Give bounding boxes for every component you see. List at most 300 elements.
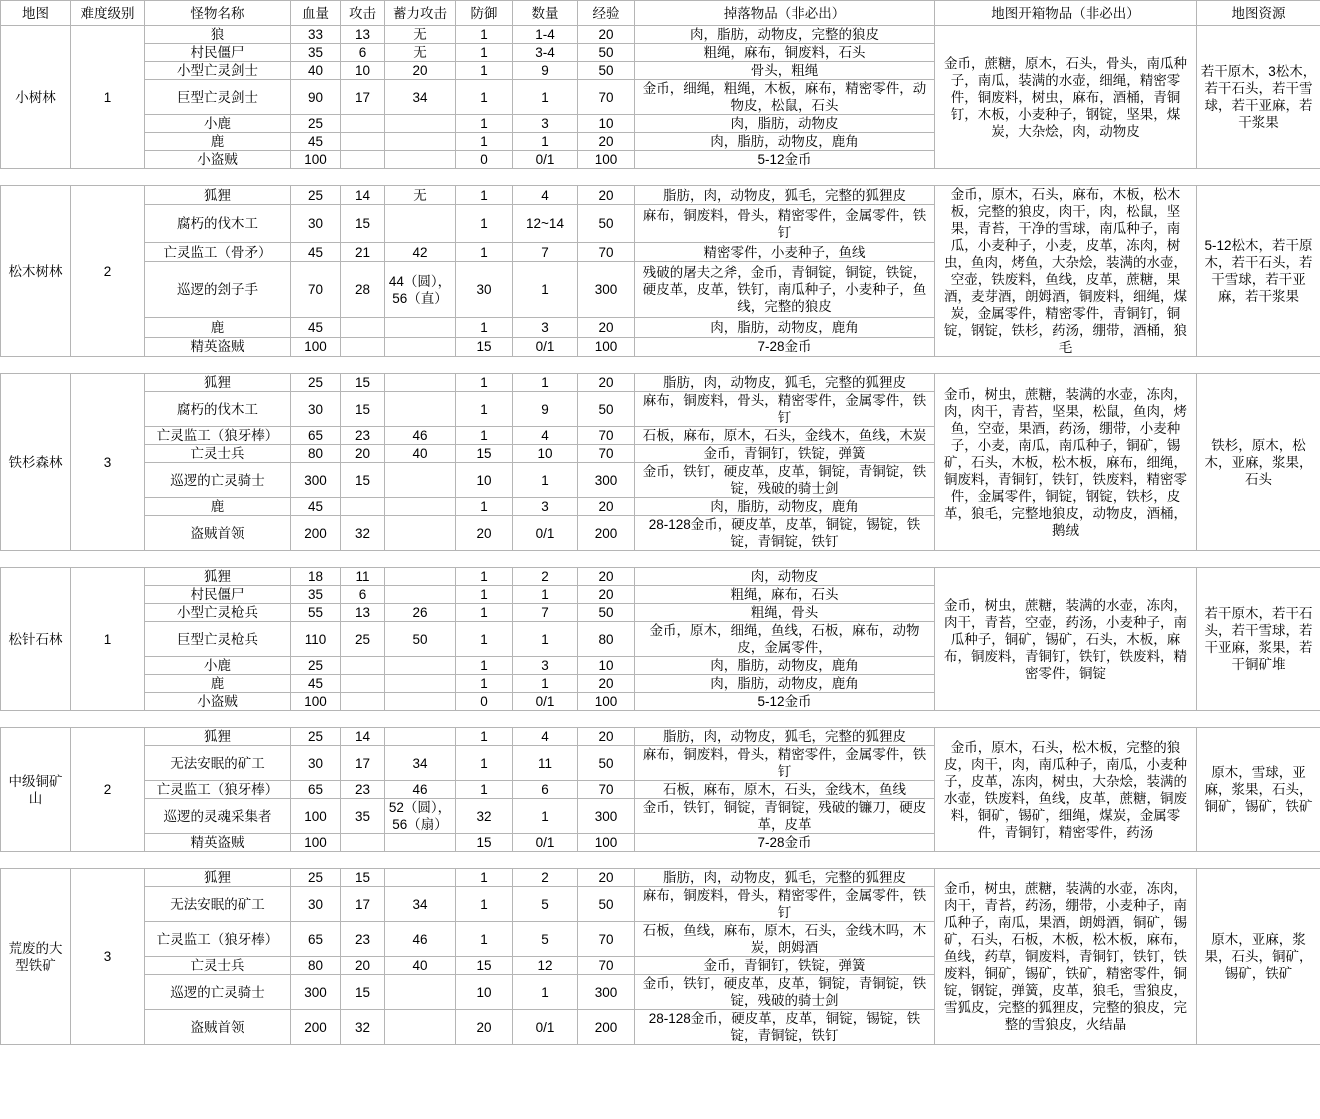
attack-cell: 13 xyxy=(341,604,385,622)
difficulty-cell: 1 xyxy=(71,568,145,711)
count-cell: 0/1 xyxy=(513,516,578,551)
hp-cell: 25 xyxy=(291,186,341,205)
map-name-cell: 中级铜矿山 xyxy=(1,728,71,852)
col-header-resources: 地图资源 xyxy=(1197,1,1320,26)
exp-cell: 20 xyxy=(578,26,635,44)
drops-cell: 7-28金币 xyxy=(635,834,935,852)
drops-cell: 金币，细绳，粗绳，木板，麻布，精密零件，动物皮，松鼠，石头 xyxy=(635,80,935,115)
attack-cell: 17 xyxy=(341,887,385,922)
charge-attack-cell: 34 xyxy=(385,80,456,115)
monster-name-cell: 巡逻的亡灵骑士 xyxy=(145,975,291,1010)
count-cell: 0/1 xyxy=(513,337,578,356)
count-cell: 1 xyxy=(513,622,578,657)
count-cell: 3 xyxy=(513,318,578,337)
defense-cell: 1 xyxy=(456,133,513,151)
count-cell: 1 xyxy=(513,586,578,604)
charge-attack-cell: 44（圆），56（直） xyxy=(385,262,456,318)
monster-name-cell: 亡灵监工（骨矛） xyxy=(145,242,291,261)
count-cell: 1 xyxy=(513,80,578,115)
exp-cell: 300 xyxy=(578,262,635,318)
defense-cell: 1 xyxy=(456,205,513,243)
hp-cell: 100 xyxy=(291,693,341,711)
chest-items-cell: 金币，树虫，蔗糖，装满的水壶，冻肉，肉，肉干，青苔，坚果，松鼠，鱼肉，烤鱼，空壶，果酒，药汤，绷带，小麦种子，小麦，南瓜，南瓜种子，铜矿，锡矿，石头，木板，松木板，麻布，细绳，铜废料，青铜钉，铁钉，铁废料，精密零件，金属零件，铜锭，钢锭，铁杉，皮革，狼毛，完整地狼皮，动物皮，酒桶，鹅绒 xyxy=(935,374,1197,551)
exp-cell: 50 xyxy=(578,604,635,622)
defense-cell: 20 xyxy=(456,516,513,551)
col-header-exp: 经验 xyxy=(578,1,635,26)
charge-attack-cell xyxy=(385,975,456,1010)
attack-cell: 23 xyxy=(341,922,385,957)
drops-cell: 粗绳，骨头 xyxy=(635,604,935,622)
charge-attack-cell: 无 xyxy=(385,44,456,62)
monster-name-cell: 亡灵士兵 xyxy=(145,957,291,975)
count-cell: 7 xyxy=(513,242,578,261)
attack-cell: 35 xyxy=(341,799,385,834)
attack-cell xyxy=(341,498,385,516)
drops-cell: 金币，青铜钉，铁锭，弹簧 xyxy=(635,957,935,975)
monster-name-cell: 亡灵监工（狼牙棒） xyxy=(145,427,291,445)
monster-name-cell: 狐狸 xyxy=(145,728,291,746)
resources-cell: 铁杉，原木，松木，亚麻，浆果，石头 xyxy=(1197,374,1320,551)
drops-cell: 金币，原木，细绳，鱼线，石板，麻布，动物皮，金属零件， xyxy=(635,622,935,657)
charge-attack-cell xyxy=(385,463,456,498)
exp-cell: 100 xyxy=(578,337,635,356)
hp-cell: 40 xyxy=(291,62,341,80)
exp-cell: 100 xyxy=(578,693,635,711)
charge-attack-cell xyxy=(385,151,456,169)
attack-cell xyxy=(341,151,385,169)
count-cell: 9 xyxy=(513,392,578,427)
drops-cell: 肉，脂肪，动物皮，鹿角 xyxy=(635,318,935,337)
defense-cell: 1 xyxy=(456,657,513,675)
count-cell: 4 xyxy=(513,728,578,746)
header-table xyxy=(0,0,1320,26)
exp-cell: 70 xyxy=(578,922,635,957)
monster-name-cell: 小盗贼 xyxy=(145,693,291,711)
hp-cell: 25 xyxy=(291,728,341,746)
attack-cell: 17 xyxy=(341,80,385,115)
charge-attack-cell: 40 xyxy=(385,445,456,463)
charge-attack-cell: 无 xyxy=(385,186,456,205)
charge-attack-cell xyxy=(385,675,456,693)
map-section-table xyxy=(0,373,1320,551)
monster-name-cell: 亡灵监工（狼牙棒） xyxy=(145,781,291,799)
hp-cell: 25 xyxy=(291,869,341,887)
charge-attack-cell: 26 xyxy=(385,604,456,622)
hp-cell: 100 xyxy=(291,337,341,356)
defense-cell: 15 xyxy=(456,337,513,356)
hp-cell: 100 xyxy=(291,834,341,852)
map-name-cell: 小树林 xyxy=(1,26,71,169)
count-cell: 1 xyxy=(513,133,578,151)
difficulty-cell: 3 xyxy=(71,374,145,551)
count-cell: 2 xyxy=(513,568,578,586)
hp-cell: 65 xyxy=(291,922,341,957)
exp-cell: 20 xyxy=(578,318,635,337)
hp-cell: 35 xyxy=(291,586,341,604)
count-cell: 1 xyxy=(513,374,578,392)
charge-attack-cell xyxy=(385,568,456,586)
drops-cell: 肉，动物皮 xyxy=(635,568,935,586)
charge-attack-cell xyxy=(385,834,456,852)
monster-row xyxy=(1,869,1320,887)
defense-cell: 1 xyxy=(456,869,513,887)
defense-cell: 1 xyxy=(456,374,513,392)
attack-cell: 10 xyxy=(341,62,385,80)
monster-row xyxy=(1,374,1320,392)
charge-attack-cell: 无 xyxy=(385,26,456,44)
exp-cell: 10 xyxy=(578,657,635,675)
exp-cell: 70 xyxy=(578,957,635,975)
sections-container xyxy=(0,25,1320,1045)
count-cell: 0/1 xyxy=(513,151,578,169)
count-cell: 1 xyxy=(513,975,578,1010)
col-header-difficulty: 难度级别 xyxy=(71,1,145,26)
exp-cell: 50 xyxy=(578,746,635,781)
count-cell: 1 xyxy=(513,463,578,498)
monster-name-cell: 巨型亡灵剑士 xyxy=(145,80,291,115)
monster-name-cell: 腐朽的伐木工 xyxy=(145,392,291,427)
charge-attack-cell xyxy=(385,318,456,337)
count-cell: 1 xyxy=(513,799,578,834)
attack-cell: 20 xyxy=(341,445,385,463)
count-cell: 3-4 xyxy=(513,44,578,62)
defense-cell: 1 xyxy=(456,498,513,516)
charge-attack-cell xyxy=(385,869,456,887)
defense-cell: 1 xyxy=(456,746,513,781)
attack-cell: 15 xyxy=(341,392,385,427)
drops-cell: 肉，脂肪，动物皮，鹿角 xyxy=(635,498,935,516)
col-header-map: 地图 xyxy=(1,1,71,26)
chest-items-cell: 金币，树虫，蔗糖，装满的水壶，冻肉，肉干，青苔，药汤，绷带，小麦种子，南瓜种子，南瓜，果酒，朗姆酒，铜矿，锡矿，石头，石板，木板，松木板，麻布，鱼线，药草，铜废料，青铜钉，铁钉，铁废料，铜矿，锡矿，铁矿，精密零件，铜锭，钢锭，弹簧，皮革，狼毛，雪狼皮，雪狐皮，完整的狐狸皮，完整的狼皮，完整的雪狼皮，火结晶 xyxy=(935,869,1197,1045)
difficulty-cell: 1 xyxy=(71,26,145,169)
hp-cell: 45 xyxy=(291,133,341,151)
hp-cell: 25 xyxy=(291,374,341,392)
defense-cell: 1 xyxy=(456,922,513,957)
attack-cell xyxy=(341,133,385,151)
header-row xyxy=(1,1,1320,26)
defense-cell: 15 xyxy=(456,834,513,852)
drops-cell: 粗绳，麻布，铜废料，石头 xyxy=(635,44,935,62)
charge-attack-cell: 46 xyxy=(385,427,456,445)
exp-cell: 300 xyxy=(578,799,635,834)
defense-cell: 1 xyxy=(456,427,513,445)
defense-cell: 1 xyxy=(456,728,513,746)
difficulty-cell: 2 xyxy=(71,186,145,357)
defense-cell: 1 xyxy=(456,26,513,44)
drops-cell: 精密零件，小麦种子，鱼线 xyxy=(635,242,935,261)
monster-name-cell: 小鹿 xyxy=(145,657,291,675)
attack-cell: 17 xyxy=(341,746,385,781)
monster-name-cell: 小型亡灵枪兵 xyxy=(145,604,291,622)
drops-cell: 石板，麻布，原木，石头，金线木，鱼线 xyxy=(635,781,935,799)
charge-attack-cell xyxy=(385,115,456,133)
charge-attack-cell xyxy=(385,657,456,675)
defense-cell: 0 xyxy=(456,151,513,169)
monster-name-cell: 狼 xyxy=(145,26,291,44)
drops-cell: 麻布，铜废料，骨头，精密零件，金属零件，铁钉 xyxy=(635,746,935,781)
map-section-table xyxy=(0,185,1320,357)
drops-cell: 石板，麻布，原木，石头，金线木，鱼线，木炭 xyxy=(635,427,935,445)
hp-cell: 90 xyxy=(291,80,341,115)
attack-cell: 6 xyxy=(341,586,385,604)
charge-attack-cell: 52（圆），56（扇） xyxy=(385,799,456,834)
col-header-count: 数量 xyxy=(513,1,578,26)
exp-cell: 50 xyxy=(578,392,635,427)
drops-cell: 肉，脂肪，动物皮，完整的狼皮 xyxy=(635,26,935,44)
monster-name-cell: 鹿 xyxy=(145,133,291,151)
col-header-monster-name: 怪物名称 xyxy=(145,1,291,26)
hp-cell: 35 xyxy=(291,44,341,62)
col-header-charge-attack: 蓄力攻击 xyxy=(385,1,456,26)
hp-cell: 55 xyxy=(291,604,341,622)
exp-cell: 20 xyxy=(578,675,635,693)
drops-cell: 金币，青铜钉，铁锭，弹簧 xyxy=(635,445,935,463)
hp-cell: 30 xyxy=(291,746,341,781)
defense-cell: 1 xyxy=(456,781,513,799)
map-name-cell: 荒废的大型铁矿 xyxy=(1,869,71,1045)
monster-name-cell: 腐朽的伐木工 xyxy=(145,205,291,243)
defense-cell: 15 xyxy=(456,957,513,975)
drops-cell: 5-12金币 xyxy=(635,693,935,711)
hp-cell: 300 xyxy=(291,975,341,1010)
hp-cell: 200 xyxy=(291,1010,341,1045)
hp-cell: 45 xyxy=(291,242,341,261)
monster-name-cell: 鹿 xyxy=(145,498,291,516)
drops-cell: 残破的屠夫之斧，金币，青铜锭，铜锭，铁锭，硬皮革，皮革，铁钉，南瓜种子，小麦种子，鱼线，完整的狼皮 xyxy=(635,262,935,318)
charge-attack-cell xyxy=(385,205,456,243)
monster-name-cell: 精英盗贼 xyxy=(145,337,291,356)
charge-attack-cell xyxy=(385,586,456,604)
count-cell: 3 xyxy=(513,657,578,675)
drops-cell: 脂肪，肉，动物皮，狐毛，完整的狐狸皮 xyxy=(635,374,935,392)
defense-cell: 1 xyxy=(456,586,513,604)
monster-row xyxy=(1,568,1320,586)
exp-cell: 200 xyxy=(578,1010,635,1045)
attack-cell xyxy=(341,318,385,337)
monster-name-cell: 盗贼首领 xyxy=(145,516,291,551)
attack-cell: 6 xyxy=(341,44,385,62)
col-header-chest-items: 地图开箱物品（非必出） xyxy=(935,1,1197,26)
exp-cell: 100 xyxy=(578,151,635,169)
attack-cell xyxy=(341,657,385,675)
drops-cell: 金币，铁钉，硬皮革，皮革，铜锭，青铜锭，铁锭，残破的骑士剑 xyxy=(635,975,935,1010)
defense-cell: 1 xyxy=(456,604,513,622)
exp-cell: 70 xyxy=(578,427,635,445)
exp-cell: 20 xyxy=(578,568,635,586)
exp-cell: 50 xyxy=(578,62,635,80)
charge-attack-cell: 46 xyxy=(385,781,456,799)
map-name-cell: 铁杉森林 xyxy=(1,374,71,551)
defense-cell: 10 xyxy=(456,463,513,498)
monster-name-cell: 巨型亡灵枪兵 xyxy=(145,622,291,657)
count-cell: 5 xyxy=(513,922,578,957)
defense-cell: 0 xyxy=(456,693,513,711)
monster-name-cell: 精英盗贼 xyxy=(145,834,291,852)
monster-name-cell: 狐狸 xyxy=(145,568,291,586)
exp-cell: 20 xyxy=(578,869,635,887)
defense-cell: 1 xyxy=(456,675,513,693)
charge-attack-cell xyxy=(385,133,456,151)
drops-cell: 28-128金币，硬皮革，皮革，铜锭，锡锭，铁锭，青铜锭，铁钉 xyxy=(635,1010,935,1045)
count-cell: 12~14 xyxy=(513,205,578,243)
exp-cell: 70 xyxy=(578,242,635,261)
difficulty-cell: 3 xyxy=(71,869,145,1045)
hp-cell: 65 xyxy=(291,781,341,799)
hp-cell: 45 xyxy=(291,318,341,337)
exp-cell: 100 xyxy=(578,834,635,852)
drops-cell: 肉，脂肪，动物皮，鹿角 xyxy=(635,675,935,693)
exp-cell: 80 xyxy=(578,622,635,657)
monster-name-cell: 无法安眠的矿工 xyxy=(145,746,291,781)
defense-cell: 10 xyxy=(456,975,513,1010)
exp-cell: 20 xyxy=(578,498,635,516)
monster-name-cell: 亡灵监工（狼牙棒） xyxy=(145,922,291,957)
charge-attack-cell: 42 xyxy=(385,242,456,261)
defense-cell: 1 xyxy=(456,242,513,261)
drops-cell: 骨头，粗绳 xyxy=(635,62,935,80)
attack-cell: 25 xyxy=(341,622,385,657)
monster-name-cell: 巡逻的刽子手 xyxy=(145,262,291,318)
col-header-drops: 掉落物品（非必出） xyxy=(635,1,935,26)
drops-cell: 麻布，铜废料，骨头，精密零件，金属零件，铁钉 xyxy=(635,205,935,243)
defense-cell: 1 xyxy=(456,115,513,133)
defense-cell: 1 xyxy=(456,622,513,657)
defense-cell: 15 xyxy=(456,445,513,463)
attack-cell xyxy=(341,834,385,852)
hp-cell: 25 xyxy=(291,657,341,675)
monster-name-cell: 巡逻的灵魂采集者 xyxy=(145,799,291,834)
hp-cell: 200 xyxy=(291,516,341,551)
drops-cell: 金币，铁钉，硬皮革，皮革，铜锭，青铜锭，铁锭，残破的骑士剑 xyxy=(635,463,935,498)
charge-attack-cell xyxy=(385,337,456,356)
exp-cell: 20 xyxy=(578,133,635,151)
count-cell: 4 xyxy=(513,427,578,445)
defense-cell: 1 xyxy=(456,568,513,586)
attack-cell: 23 xyxy=(341,427,385,445)
monster-name-cell: 村民僵尸 xyxy=(145,586,291,604)
map-section-table xyxy=(0,25,1320,169)
drops-cell: 麻布，铜废料，骨头，精密零件，金属零件，铁钉 xyxy=(635,887,935,922)
resources-cell: 若干原木，3松木，若干石头，若干雪球，若干亚麻，若干浆果 xyxy=(1197,26,1320,169)
monster-name-cell: 盗贼首领 xyxy=(145,1010,291,1045)
charge-attack-cell xyxy=(385,374,456,392)
map-section-table xyxy=(0,727,1320,852)
exp-cell: 70 xyxy=(578,781,635,799)
map-section-table xyxy=(0,868,1320,1045)
chest-items-cell: 金币，蔗糖，原木，石头，骨头，南瓜种子，南瓜，装满的水壶，细绳，精密零件，铜废料，树虫，麻布，酒桶，青铜钉，木板，小麦种子，钢锭，坚果，煤炭，大杂烩，肉，动物皮 xyxy=(935,26,1197,169)
exp-cell: 70 xyxy=(578,80,635,115)
drops-cell: 脂肪，肉，动物皮，狐毛，完整的狐狸皮 xyxy=(635,869,935,887)
hp-cell: 30 xyxy=(291,887,341,922)
attack-cell: 15 xyxy=(341,463,385,498)
count-cell: 0/1 xyxy=(513,693,578,711)
hp-cell: 300 xyxy=(291,463,341,498)
monster-name-cell: 狐狸 xyxy=(145,869,291,887)
monster-name-cell: 狐狸 xyxy=(145,186,291,205)
count-cell: 2 xyxy=(513,869,578,887)
attack-cell xyxy=(341,675,385,693)
hp-cell: 45 xyxy=(291,498,341,516)
hp-cell: 25 xyxy=(291,115,341,133)
drops-cell: 28-128金币，硬皮革，皮革，铜锭，锡锭，铁锭，青铜锭，铁钉 xyxy=(635,516,935,551)
monster-name-cell: 小盗贼 xyxy=(145,151,291,169)
count-cell: 5 xyxy=(513,887,578,922)
exp-cell: 20 xyxy=(578,186,635,205)
map-section-table xyxy=(0,567,1320,711)
attack-cell: 21 xyxy=(341,242,385,261)
attack-cell: 14 xyxy=(341,728,385,746)
monster-name-cell: 小鹿 xyxy=(145,115,291,133)
exp-cell: 300 xyxy=(578,975,635,1010)
drops-cell: 5-12金币 xyxy=(635,151,935,169)
attack-cell: 23 xyxy=(341,781,385,799)
defense-cell: 32 xyxy=(456,799,513,834)
map-name-cell: 松木树林 xyxy=(1,186,71,357)
resources-cell: 原木，雪球，亚麻，浆果，石头，铜矿，锡矿，铁矿 xyxy=(1197,728,1320,852)
chest-items-cell: 金币，原木，石头，麻布，木板，松木板，完整的狼皮，肉干，肉，松鼠，坚果，青苔，干净的雪球，南瓜种子，南瓜，小麦种子，小麦，皮革，冻肉，树虫，鱼肉，烤鱼，大杂烩，装满的水壶，空壶，铁废料，鱼线，皮革，蔗糖，果酒，麦芽酒，朗姆酒，铜废料，细绳，煤炭，金属零件，精密零件，青铜钉，铜锭，钢锭，铁杉，药汤，绷带，酒桶，狼毛 xyxy=(935,186,1197,357)
hp-cell: 110 xyxy=(291,622,341,657)
count-cell: 3 xyxy=(513,498,578,516)
monster-row xyxy=(1,26,1320,44)
monster-name-cell: 巡逻的亡灵骑士 xyxy=(145,463,291,498)
exp-cell: 50 xyxy=(578,44,635,62)
count-cell: 11 xyxy=(513,746,578,781)
charge-attack-cell: 50 xyxy=(385,622,456,657)
drops-cell: 7-28金币 xyxy=(635,337,935,356)
defense-cell: 1 xyxy=(456,887,513,922)
count-cell: 1-4 xyxy=(513,26,578,44)
charge-attack-cell: 34 xyxy=(385,746,456,781)
count-cell: 1 xyxy=(513,675,578,693)
attack-cell: 20 xyxy=(341,957,385,975)
exp-cell: 20 xyxy=(578,374,635,392)
monster-row xyxy=(1,186,1320,205)
count-cell: 12 xyxy=(513,957,578,975)
attack-cell: 32 xyxy=(341,1010,385,1045)
resources-cell: 若干原木，若干石头，若干雪球，若干亚麻，浆果，若干铜矿堆 xyxy=(1197,568,1320,711)
attack-cell: 13 xyxy=(341,26,385,44)
defense-cell: 1 xyxy=(456,318,513,337)
chest-items-cell: 金币，树虫，蔗糖，装满的水壶，冻肉，肉干，青苔，空壶，药汤，小麦种子，南瓜种子，铜矿，锡矿，石头，木板，麻布，铜废料，青铜钉，铁钉，铁废料，精密零件，铜锭 xyxy=(935,568,1197,711)
defense-cell: 1 xyxy=(456,392,513,427)
monster-name-cell: 鹿 xyxy=(145,318,291,337)
charge-attack-cell: 46 xyxy=(385,922,456,957)
attack-cell: 28 xyxy=(341,262,385,318)
exp-cell: 70 xyxy=(578,445,635,463)
drops-cell: 粗绳，麻布，石头 xyxy=(635,586,935,604)
attack-cell: 32 xyxy=(341,516,385,551)
drops-cell: 肉，脂肪，动物皮 xyxy=(635,115,935,133)
hp-cell: 80 xyxy=(291,445,341,463)
hp-cell: 30 xyxy=(291,392,341,427)
charge-attack-cell: 34 xyxy=(385,887,456,922)
hp-cell: 33 xyxy=(291,26,341,44)
resources-cell: 5-12松木，若干原木，若干石头，若干雪球，若干亚麻，若干浆果 xyxy=(1197,186,1320,357)
charge-attack-cell xyxy=(385,728,456,746)
exp-cell: 50 xyxy=(578,887,635,922)
difficulty-cell: 2 xyxy=(71,728,145,852)
map-name-cell: 松针石林 xyxy=(1,568,71,711)
charge-attack-cell xyxy=(385,392,456,427)
monster-name-cell: 亡灵士兵 xyxy=(145,445,291,463)
exp-cell: 20 xyxy=(578,586,635,604)
count-cell: 1 xyxy=(513,262,578,318)
defense-cell: 1 xyxy=(456,44,513,62)
hp-cell: 100 xyxy=(291,799,341,834)
monster-name-cell: 鹿 xyxy=(145,675,291,693)
drops-cell: 石板，鱼线，麻布，原木，石头，金线木吗，木炭，朗姆酒 xyxy=(635,922,935,957)
attack-cell: 15 xyxy=(341,205,385,243)
